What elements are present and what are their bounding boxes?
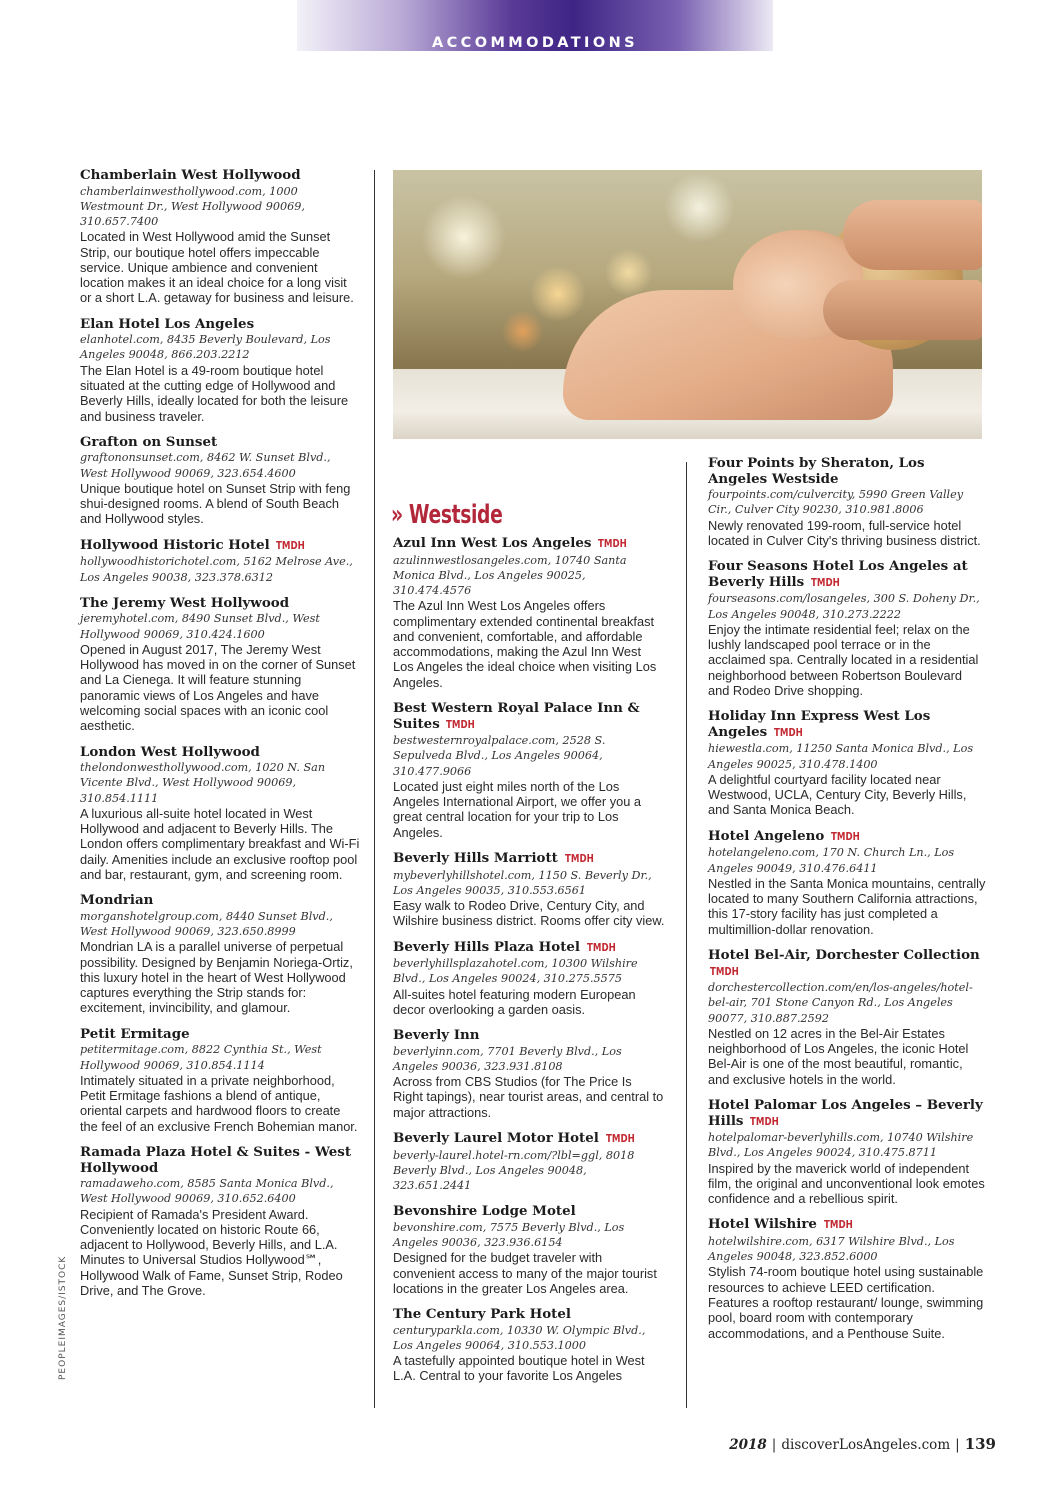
- hotel-name-text: Four Points by Sheraton, Los Angeles Westside: [708, 455, 925, 487]
- hotel-name-text: London West Hollywood: [80, 743, 260, 760]
- hotel-entry: [708, 1217, 986, 1340]
- hotel-description: The Elan Hotel is a 49-room boutique hotel situated at the cutting edge of Hollywood and Beverly Hills, ideally located for both the leisure and business traveler.: [80, 362, 349, 424]
- hotel-name: [708, 1217, 986, 1234]
- hotel-entry: [708, 709, 986, 817]
- hotel-entry: [80, 168, 360, 306]
- hotel-entry: [708, 1098, 986, 1206]
- hotel-entry: [393, 1028, 665, 1120]
- hotel-description: Nestled in the Santa Monica mountains, centrally located to many Southern California attractions, this 17-story facility has just completed a multimillion-dollar renovation.: [708, 875, 986, 937]
- hotel-name: [708, 829, 986, 846]
- hotel-description: All-suites hotel featuring modern European decor overlooking a garden oasis.: [393, 986, 636, 1017]
- hotel-entry: [393, 1307, 665, 1384]
- tmdh-badge: TMDH: [773, 726, 803, 739]
- photo-credit: PEOPLEIMAGES/ISTOCK: [58, 1255, 68, 1380]
- tmdh-badge: TMDH: [750, 1115, 779, 1128]
- hotel-name-text: Ramada Plaza Hotel & Suites - West Hollywood: [80, 1143, 352, 1176]
- hotel-entry: [393, 1204, 665, 1296]
- hotel-address: azulinnwestlosangeles.com, 10740 Santa Monica Blvd., Los Angeles 90025, 310.474.4576: [393, 553, 627, 597]
- hotel-name: [80, 745, 360, 761]
- hotel-address: chamberlainwesthollywood.com, 1000 Westmount Dr., West Hollywood 90069, 310.657.7400: [80, 184, 305, 228]
- hotel-description: Enjoy the intimate residential feel; relax on the lushly landscaped pool terrace or in the acclaimed spa. Centrally located in a residential neighborhood between Robertson Boulevard and Rodeo Drive shopping.: [708, 621, 979, 698]
- column-divider: [686, 462, 687, 1408]
- hotel-address: fourpoints.com/culvercity, 5990 Green Valley Cir., Culver City 90230, 310.981.8006: [708, 488, 964, 517]
- hotel-entry: [708, 456, 986, 548]
- hotel-name-text: Hollywood Historic Hotel: [80, 536, 270, 553]
- hotel-name: [80, 596, 360, 612]
- hotel-name: [393, 1307, 665, 1323]
- section-title: ACCOMMODATIONS: [432, 35, 638, 51]
- hotel-address: hiewestla.com, 11250 Santa Monica Blvd., Los Angeles 90025, 310.478.1400: [708, 742, 974, 771]
- hotel-name: [393, 1028, 665, 1044]
- hotel-entry: [708, 829, 986, 937]
- tmdh-badge: TMDH: [823, 1219, 853, 1232]
- hotel-name: [80, 538, 360, 555]
- hotel-entry: [393, 940, 665, 1018]
- hotel-name-text: Best Western Royal Palace Inn & Suites: [393, 699, 640, 732]
- tmdh-badge: TMDH: [605, 1133, 635, 1146]
- hotel-name-text: Hotel Angeleno: [708, 827, 825, 844]
- hotel-address: fourseasons.com/losangeles, 300 S. Doheny Dr., Los Angeles 90048, 310.273.2222: [708, 592, 980, 621]
- hotel-name: [80, 893, 360, 909]
- hotel-address: beverly-laurel.hotel-rn.com/?lbl=ggl, 8018 Beverly Blvd., Los Angeles 90048, 323.651.2441: [393, 1148, 635, 1193]
- hotel-name: [80, 1145, 360, 1176]
- hotel-description: The Azul Inn West Los Angeles offers complimentary extended continental breakfast and convenient, comfortable, and affordable accommodations, making the Azul Inn West Los Angeles the ideal choice when visiting Los Angeles.: [393, 598, 657, 690]
- hotel-address: petitermitage.com, 8822 Cynthia St., West Hollywood 90069, 310.854.1114: [80, 1043, 322, 1072]
- hotel-name-text: Chamberlain West Hollywood: [80, 167, 301, 183]
- tmdh-badge: TMDH: [831, 830, 860, 843]
- tmdh-badge: TMDH: [446, 718, 476, 731]
- hotel-name-text: Beverly Hills Marriott: [393, 849, 558, 866]
- hotel-address: hotelpalomar-beverlyhills.com, 10740 Wilshire Blvd., Los Angeles 90024, 310.475.8711: [708, 1131, 974, 1160]
- hotel-name-text: Four Seasons Hotel Los Angeles at Beverly Hills: [708, 558, 968, 590]
- hotel-address: bevonshire.com, 7575 Beverly Blvd., Los Angeles 90036, 323.936.6154: [393, 1220, 625, 1250]
- hotel-description: Inspired by the maverick world of independent film, the original and unconventional look emotes confidence and a rebellious spirit.: [708, 1160, 985, 1207]
- hotel-entry: [80, 538, 360, 585]
- hotel-description: Nestled on 12 acres in the Bel-Air Estates neighborhood of Los Angeles, the iconic Hotel Bel-Air is one of the most beautiful, romantic, and exclusive hotels in the world.: [708, 1025, 969, 1087]
- hotel-name-text: Mondrian: [80, 892, 154, 909]
- hotel-address: hotelwilshire.com, 6317 Wilshire Blvd., Los Angeles 90048, 323.852.6000: [708, 1235, 955, 1264]
- hotel-name-text: Elan Hotel Los Angeles: [80, 315, 255, 332]
- hotel-address: mybeverlyhillshotel.com, 1150 S. Beverly Dr., Los Angeles 90035, 310.553.6561: [393, 868, 652, 897]
- hotel-name-text: Beverly Hills Plaza Hotel: [393, 938, 580, 955]
- hotel-name: [708, 948, 986, 980]
- hotel-description: Mondrian LA is a parallel universe of perpetual possibility. Designed by Benjamin Noriega-Ortiz, this luxury hotel in the heart of West Hollywood captures everything the Strip stands for: excitement, invincibility, and glamour.: [80, 939, 353, 1016]
- hotel-address: morganshotelgroup.com, 8440 Sunset Blvd., West Hollywood 90069, 323.650.8999: [80, 909, 333, 939]
- photo-hand: [823, 280, 982, 340]
- hotel-name-text: Azul Inn West Los Angeles: [393, 535, 592, 551]
- hotel-name: [80, 435, 360, 451]
- hotel-entry: [708, 948, 986, 1087]
- spa-massage-photo: [393, 170, 982, 439]
- hotel-address: graftononsunset.com, 8462 W. Sunset Blvd., West Hollywood 90069, 323.654.4600: [80, 451, 331, 480]
- section-banner: [297, 0, 773, 51]
- hotel-address: hotelangeleno.com, 170 N. Church Ln., Los Angeles 90049, 310.476.6411: [708, 846, 955, 875]
- hotel-name-text: The Century Park Hotel: [393, 1306, 571, 1323]
- page-footer: 2018 | discoverLosAngeles.com | 139: [729, 1435, 996, 1453]
- hotel-name: [80, 317, 360, 333]
- hotel-name: [393, 536, 665, 553]
- hotel-list-westside: [393, 500, 665, 1395]
- hotel-description: Designed for the budget traveler with convenient access to many of the major tourist locations in the greater Los Angeles area.: [393, 1250, 657, 1296]
- hotel-name: [393, 940, 665, 957]
- hotel-entry: [80, 317, 360, 424]
- hotel-name-text: Hotel Bel-Air, Dorchester Collection: [708, 946, 980, 963]
- tmdh-badge: TMDH: [810, 576, 840, 589]
- hotel-address: hollywoodhistorichotel.com, 5162 Melrose Ave., Los Angeles 90038, 323.378.6312: [80, 555, 353, 584]
- hotel-entry: [393, 1131, 665, 1193]
- hotel-name-text: Holiday Inn Express West Los Angeles: [708, 708, 931, 740]
- photo-hand: [843, 200, 982, 270]
- hotel-name-text: Bevonshire Lodge Motel: [393, 1203, 576, 1220]
- footer-site: discoverLosAngeles.com: [781, 1437, 951, 1453]
- hotel-name: [393, 701, 665, 733]
- hotel-name: [708, 1098, 986, 1130]
- hotel-address: beverlyhillsplazahotel.com, 10300 Wilshire Blvd., Los Angeles 90024, 310.275.5575: [393, 957, 638, 986]
- hotel-description: Stylish 74-room boutique hotel using sustainable resources to achieve LEED certification. Features a rooftop restaurant/ lounge, swimming pool, board room with contemporary accommodations, and a Penthouse Suite.: [708, 1264, 984, 1341]
- hotel-description: Across from CBS Studios (for The Price Is Right tapings), near tourist areas, and central to major attractions.: [393, 1074, 664, 1120]
- hotel-description: Easy walk to Rodeo Drive, Century City, and Wilshire business district. Rooms offer city view.: [393, 897, 665, 929]
- hotel-address: ramadaweho.com, 8585 Santa Monica Blvd., West Hollywood 90069, 310.652.6400: [80, 1177, 334, 1206]
- hotel-name: [708, 559, 986, 591]
- tmdh-badge: TMDH: [586, 941, 616, 954]
- hotel-address: beverlyinn.com, 7701 Beverly Blvd., Los Angeles 90036, 323.931.8108: [393, 1044, 622, 1073]
- hotel-name-text: Beverly Laurel Motor Hotel: [393, 1130, 599, 1147]
- page-number: 139: [964, 1435, 996, 1453]
- hotel-address: thelondonwesthollywood.com, 1020 N. San Vicente Blvd., West Hollywood 90069, 310.854.1111: [80, 761, 326, 805]
- hotel-description: Opened in August 2017, The Jeremy West Hollywood has moved in on the corner of Sunset and La Cienega. It will feature stunning panoramic views of Los Angeles and have welcoming social spaces with an iconic cool aesthetic.: [80, 641, 356, 734]
- hotel-name-text: Beverly Inn: [393, 1027, 480, 1044]
- hotel-name: [393, 1131, 665, 1148]
- tmdh-badge: TMDH: [564, 852, 594, 865]
- hotel-address: jeremyhotel.com, 8490 Sunset Blvd., West Hollywood 90069, 310.424.1600: [80, 612, 320, 641]
- hotel-entry: [80, 1027, 360, 1134]
- hotel-address: elanhotel.com, 8435 Beverly Boulevard, Los Angeles 90048, 866.203.2212: [80, 333, 331, 362]
- hotel-entry: [80, 435, 360, 527]
- hotel-address: bestwesternroyalpalace.com, 2528 S. Sepulveda Blvd., Los Angeles 90064, 310.477.9066: [393, 734, 606, 778]
- hotel-description: A delightful courtyard facility located near Westwood, UCLA, Century City, Beverly Hills, and Santa Monica Beach.: [708, 771, 967, 818]
- tmdh-badge: TMDH: [710, 965, 739, 978]
- footer-year: 2018: [729, 1437, 767, 1453]
- hotel-name-text: Grafton on Sunset: [80, 433, 218, 450]
- hotel-description: Newly renovated 199-room, full-service hotel located in Culver City's thriving business district.: [708, 517, 981, 548]
- hotel-entry: [80, 745, 360, 883]
- hotel-entry: [80, 596, 360, 734]
- hotel-description: Intimately situated in a private neighborhood, Petit Ermitage fashions a blend of antique, oriental carpets and hardwood floors to create the feel of an exclusive French Bohemian manor.: [80, 1072, 358, 1134]
- hotel-entry: [708, 559, 986, 698]
- hotel-list-west-hollywood: [80, 168, 360, 1309]
- westside-heading: » Westside: [391, 500, 503, 530]
- hotel-description: A luxurious all-suite hotel located in West Hollywood and adjacent to Beverly Hills. The London offers complimentary breakfast and Wi-Fi daily. Amenities include an exclusive rooftop pool and bar, restaurant, gym, and screening room.: [80, 805, 360, 882]
- tmdh-badge: TMDH: [276, 539, 306, 552]
- hotel-address: dorchestercollection.com/en/los-angeles/hotel-bel-air, 701 Stone Canyon Rd., Los Angeles 90077, 310.887.2592: [708, 981, 973, 1025]
- column-divider: [374, 170, 375, 1408]
- hotel-name-text: Hotel Palomar Los Angeles – Beverly Hills: [708, 1096, 983, 1129]
- hotel-name-text: The Jeremy West Hollywood: [80, 594, 290, 611]
- hotel-name: [80, 168, 360, 184]
- hotel-description: A tastefully appointed boutique hotel in West L.A. Central to your favorite Los Angeles: [393, 1353, 645, 1384]
- hotel-name: [708, 709, 986, 741]
- hotel-description: Unique boutique hotel on Sunset Strip with feng shui-designed rooms. A blend of South Beach and Hollywood styles.: [80, 480, 351, 527]
- hotel-description: Located in West Hollywood amid the Sunset Strip, our boutique hotel offers impeccable service. Unique ambience and convenient location makes it an ideal choice for a long visit or a short L.A. getaway for business and leisure.: [80, 229, 354, 306]
- westside-entries: [393, 536, 665, 1384]
- hotel-list-westside-continued: [708, 456, 986, 1352]
- hotel-description: Located just eight miles north of the Los Angeles International Airport, we offer you a great central location for your trip to Los Angeles.: [393, 778, 642, 840]
- hotel-name: [393, 851, 665, 868]
- tmdh-badge: TMDH: [598, 538, 627, 550]
- hotel-name: [708, 456, 986, 487]
- hotel-name: [393, 1204, 665, 1220]
- hotel-entry: [80, 1145, 360, 1298]
- hotel-entry: [80, 893, 360, 1015]
- hotel-entry: [393, 851, 665, 929]
- hotel-name: [80, 1027, 360, 1043]
- hotel-entry: [393, 536, 665, 690]
- hotel-name-text: Hotel Wilshire: [708, 1216, 817, 1233]
- hotel-entry: [393, 701, 665, 840]
- hotel-address: centuryparkla.com, 10330 W. Olympic Blvd., Los Angeles 90064, 310.553.1000: [393, 1323, 646, 1352]
- hotel-name-text: Petit Ermitage: [80, 1025, 190, 1042]
- hotel-description: Recipient of Ramada's President Award. Conveniently located on historic Route 66, adjacent to Hollywood, Beverly Hills, and L.A. Minutes to Universal Studios Hollywood℠, Hollywood Walk of Fame, Sunset Strip, Rodeo Drive, and The Grove.: [80, 1206, 343, 1298]
